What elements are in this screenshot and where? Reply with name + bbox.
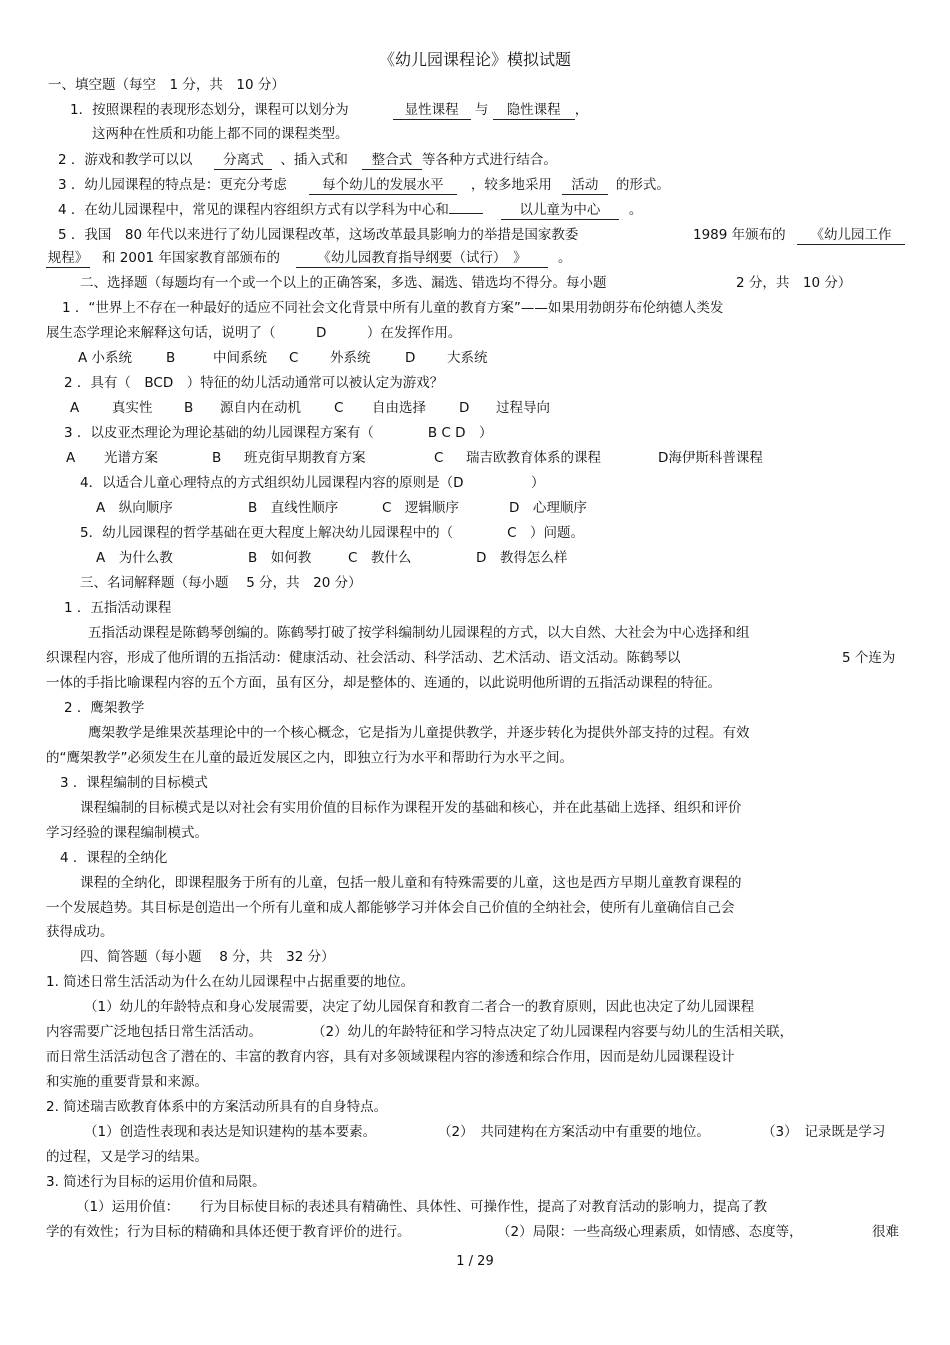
s4-q3-line1b: 行为目标使目标的表述具有精确性、具体性、可操作性，提高了对教育活动的影响力，提高了教 — [200, 1199, 767, 1215]
s2-q3-opt-2: B — [212, 450, 222, 466]
s1-q3-post: 的形式。 — [615, 177, 670, 193]
s1-q3-answer1: 每个幼儿的发展水平 — [309, 177, 457, 195]
s1-q5-text: 5 ．我国 80 年代以来进行了幼儿园课程改革，这场改革最具影响力的举措是国家教委 — [58, 227, 579, 243]
s4-q3-title: 3. 简述行为目标的运用价值和局限。 — [46, 1174, 266, 1190]
s2-q2-opt-1: 真实性 — [112, 400, 153, 416]
s1-q4-post: 。 — [628, 202, 643, 218]
s1-q2 — [58, 150, 557, 170]
s3-term3-line1: 课程编制的目标模式是以对社会有实用价值的目标作为课程开发的基础和核心，并在此基础上选择、组织和评价 — [80, 800, 742, 816]
s3-term1-title: 1 ．五指活动课程 — [64, 600, 172, 616]
s2-q4-opt-0: A 纵向顺序 — [96, 500, 173, 516]
s2-q1-opt-6: 大系统 — [447, 350, 488, 366]
s3-term4-line1: 课程的全纳化，即课程服务于所有的儿童，包括一般儿童和有特殊需要的儿童，这也是西方早期儿童教育课程的 — [80, 875, 742, 891]
s4-q2-line2: 的过程，又是学习的结果。 — [46, 1149, 208, 1165]
s2-q2-stem: 2 ．具有（ BCD ）特征的幼儿活动通常可以被认定为游戏？ — [64, 375, 444, 391]
s1-q5-answer1b: 规程》 — [47, 250, 89, 266]
s2-q5-opt-0: A 为什么教 — [96, 550, 173, 566]
s1-q1-line1 — [70, 100, 588, 120]
s2-q2-opt-4: C — [334, 400, 344, 416]
s2-q1-line2: 展生态学理论来解释这句话，说明了（ D ）在发挥作用。 — [46, 325, 462, 341]
s1-q3-mid: ，较多地采用 — [470, 177, 552, 193]
s3-term4-line2: 一个发展趋势。其目标是创造出一个所有儿童和成人都能够学习并体会自己价值的全纳社会，使所有儿童确信自己会 — [46, 900, 735, 916]
s1-q1-line2: 这两种在性质和功能上都不同的课程类型。 — [92, 126, 349, 142]
s2-q2-opt-5: 自由选择 — [372, 400, 426, 416]
s2-q1-opt-0: A 小系统 — [78, 350, 133, 366]
s1-q5-answer1a — [797, 225, 905, 245]
s4-q2-line1a: （1）创造性表现和表达是知识建构的基本要素。 — [84, 1124, 377, 1140]
s1-q5-line2 — [46, 248, 571, 268]
s4-q1-line1: （1）幼儿的年龄特点和身心发展需要，决定了幼儿园保育和教育二者合一的教育原则，因此也决定了幼儿园课程 — [84, 999, 755, 1015]
s1-q1-text: 1．按照课程的表现形态划分，课程可以划分为 — [70, 102, 349, 118]
s4-q1-line2a: 内容需要广泛地包括日常生活活动。 — [46, 1024, 262, 1040]
s2-q5-opt-3: D 教得怎么样 — [476, 550, 568, 566]
s3-term3-line2: 学习经验的课程编制模式。 — [46, 825, 208, 841]
s1-q4 — [58, 200, 642, 220]
s1-q4-text: 4 ．在幼儿园课程中，常见的课程内容组织方式有以学科为中心和 — [58, 202, 449, 218]
s4-q3-line2a: 学的有效性；行为目标的精确和具体还便于教育评价的进行。 — [46, 1224, 411, 1240]
s2-q3-opt-6: D海伊斯科普课程 — [658, 450, 763, 466]
s3-term1-line1: 五指活动课程是陈鹤琴创编的。陈鹤琴打破了按学科编制幼儿园课程的方式，以大自然、大社会为中心选择和组 — [88, 625, 750, 641]
s1-q2-text: 2 ．游戏和教学可以以 — [58, 152, 193, 168]
s2-q2-opt-3: 源自内在动机 — [220, 400, 301, 416]
s1-q2-answer2: 整合式 — [362, 152, 422, 170]
s2-q3-opt-1: 光谱方案 — [104, 450, 158, 466]
s2-q1-line1: 1 ．“世界上不存在一种最好的适应不同社会文化背景中所有儿童的教育方案”——如果用勃朗芬布伦纳德人类发 — [62, 300, 724, 316]
s2-q4-opt-2: C 逻辑顺序 — [382, 500, 459, 516]
s2-q3-opt-0: A — [66, 450, 76, 466]
s4-q1-line3: 而日常生活活动包含了潜在的、丰富的教育内容，具有对多领域课程内容的渗透和综合作用，因而是幼儿园课程设计 — [46, 1049, 735, 1065]
page-title: 《幼儿园课程论》模拟试题 — [378, 50, 571, 69]
s3-term4-title: 4 ．课程的全纳化 — [60, 850, 168, 866]
s3-term3-title: 3 ．课程编制的目标模式 — [60, 775, 208, 791]
section-1-heading: 一、填空题（每空 1 分，共 10 分） — [48, 77, 285, 93]
s1-q5-answer2: 《幼儿园教育指导纲要（试行） 》 — [296, 250, 548, 268]
s3-term4-line3: 获得成功。 — [46, 924, 114, 940]
s1-q1-answer2: 隐性课程 — [493, 102, 575, 120]
s3-term1-line2: 织课程内容，形成了他所谓的五指活动：健康活动、社会活动、科学活动、艺术活动、语文活动。陈鹤琴以 — [46, 650, 681, 666]
s2-q2-opt-6: D — [459, 400, 470, 416]
s3-term2-line2: 的“鹰架教学”必须发生在儿童的最近发展区之内，即独立行为水平和帮助行为水平之间。 — [46, 750, 573, 766]
s2-q2-opt-0: A — [70, 400, 80, 416]
s4-q1-title: 1. 简述日常生活活动为什么在幼儿园课程中占据重要的地位。 — [46, 974, 415, 990]
s1-q5-year: 1989 年颁布的 — [693, 227, 786, 243]
s2-q2-opt-7: 过程导向 — [496, 400, 550, 416]
s1-q2-answer1: 分离式 — [214, 152, 272, 170]
s2-q3-opt-5: 瑞吉欧教育体系的课程 — [466, 450, 601, 466]
s1-q2-post: 等各种方式进行结合。 — [421, 152, 557, 168]
s4-q2-line1c: （3） 记录既是学习 — [762, 1124, 886, 1140]
section-2-heading: 二、选择题（每题均有一个或一个以上的正确答案，多选、漏选、错选均不得分。每小题 — [80, 275, 607, 291]
s4-q3-line2b: （2）局限：一些高级心理素质，如情感、态度等， — [497, 1224, 803, 1240]
s3-term1-line2-end: 5 个连为 — [842, 650, 896, 666]
s4-q2-line1b: （2） 共同建构在方案活动中有重要的地位。 — [438, 1124, 710, 1140]
s2-q4-opt-3: D 心理顺序 — [509, 500, 587, 516]
s2-q5-opt-2: C 教什么 — [348, 550, 412, 566]
s1-q1-answer1: 显性课程 — [393, 102, 471, 120]
s1-q1-punct: ， — [574, 102, 589, 118]
s4-q1-line4: 和实施的重要背景和来源。 — [46, 1074, 208, 1090]
s1-q4-answer1: 以儿童为中心 — [501, 202, 619, 220]
s2-q3-opt-4: C — [434, 450, 444, 466]
s2-q5-opt-1: B 如何教 — [248, 550, 312, 566]
s2-q4-stem: 4．以适合儿童心理特点的方式组织幼儿园课程内容的原则是（D ） — [80, 475, 545, 491]
s2-q3-opt-3: 班克街早期教育方案 — [244, 450, 366, 466]
s2-q5-stem: 5．幼儿园课程的哲学基础在更大程度上解决幼儿园课程中的（ C ）问题。 — [80, 525, 585, 541]
section-3-heading: 三、名词解释题（每小题 5 分，共 20 分） — [80, 575, 362, 591]
s2-q1-opt-1: B — [166, 350, 176, 366]
s1-q1-connector: 与 — [474, 102, 489, 118]
s3-term1-line3: 一体的手指比喻课程内容的五个方面，虽有区分，却是整体的、连通的，以此说明他所谓的五指活动课程的特征。 — [46, 675, 721, 691]
s3-term2-line1: 鹰架教学是维果茨基理论中的一个核心概念，它是指为儿童提供教学，并逐步转化为提供外部支持的过程。有效 — [88, 725, 750, 741]
s2-q1-opt-3: C — [289, 350, 299, 366]
s1-q5-mid: 和 2001 年国家教育部颁布的 — [102, 250, 280, 266]
section-2-score: 2 分，共 10 分） — [736, 275, 852, 291]
s1-q2-mid: 、插入式和 — [280, 152, 348, 168]
s2-q2-opt-2: B — [184, 400, 194, 416]
s1-q3 — [58, 175, 670, 195]
s2-q1-opt-4: 外系统 — [330, 350, 371, 366]
s4-q3-line1a: （1）运用价值： — [76, 1199, 180, 1215]
s1-q3-text: 3 ．幼儿园课程的特点是：更充分考虑 — [58, 177, 287, 193]
s4-q1-line2b: （2）幼儿的年龄特征和学习特点决定了幼儿园课程内容要与幼儿的生活相关联， — [312, 1024, 794, 1040]
s2-q3-stem: 3 ．以皮亚杰理论为理论基础的幼儿园课程方案有（ B C D ） — [64, 425, 493, 441]
s4-q3-line2c: 很难 — [872, 1224, 899, 1240]
s1-q5-answer1a-text: 《幼儿园工作 — [797, 227, 905, 245]
s2-q1-opt-5: D — [405, 350, 416, 366]
s2-q4-opt-1: B 直线性顺序 — [248, 500, 339, 516]
s1-q5-post: 。 — [557, 250, 572, 266]
page-number: 1 / 29 — [456, 1254, 494, 1269]
s4-q2-title: 2. 简述瑞吉欧教育体系中的方案活动所具有的自身特点。 — [46, 1099, 388, 1115]
section-4-heading: 四、简答题（每小题 8 分，共 32 分） — [80, 949, 335, 965]
s2-q1-opt-2: 中间系统 — [213, 350, 267, 366]
s1-q3-answer2: 活动 — [562, 177, 608, 195]
s3-term2-title: 2 ．鹰架教学 — [64, 700, 145, 716]
